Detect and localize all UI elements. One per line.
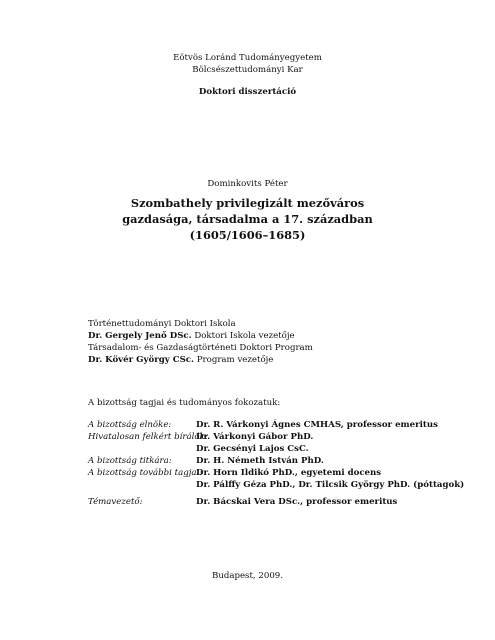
program-head xyxy=(88,354,468,366)
committee-member: Dr. Horn Ildikó PhD., egyetemi docens xyxy=(196,468,382,478)
committee-row xyxy=(88,443,468,455)
program-head-name: Dr. Kövér György CSc. xyxy=(88,355,195,365)
university-name: Eötvös Loránd Tudományegyetem xyxy=(173,53,322,63)
committee-role: A bizottság elnöke: xyxy=(88,420,172,430)
thesis-title-line-1: Szombathely privilegizált mezőváros xyxy=(130,196,365,210)
committee-role: Hivatalosan felkért bírálók: xyxy=(88,432,208,442)
doctoral-school-block xyxy=(88,318,468,366)
supervisor-name: Dr. Bácskai Vera DSc., professor emeritus xyxy=(196,497,398,507)
school-head-name: Dr. Gergely Jenő DSc. xyxy=(88,331,192,341)
committee-role: A bizottság további tagjai: xyxy=(88,468,203,478)
thesis-title-line-2: gazdasága, társadalma a 17. században xyxy=(122,212,373,226)
committee-member: Dr. R. Várkonyi Ágnes CMHAS, professor emeritus xyxy=(196,420,438,430)
school-head-role: Doktori Iskola vezetője xyxy=(191,331,295,341)
author-name: Dominkovits Péter xyxy=(207,179,288,189)
program-name: Társadalom- és Gazdaságtörténeti Doktori Program xyxy=(88,343,313,353)
supervisor-row xyxy=(88,496,468,508)
committee-row xyxy=(88,467,468,479)
committee-member: Dr. Gecsényi Lajos CsC. xyxy=(196,444,309,454)
faculty-name: Bölcsészettudományi Kar xyxy=(192,65,303,75)
committee-row xyxy=(88,479,468,491)
committee-list xyxy=(88,419,468,491)
committee-row xyxy=(88,431,468,443)
committee-role: A bizottság titkára: xyxy=(88,456,172,466)
committee-member: Dr. Pálffy Géza PhD., Dr. Tilcsik György PhD. (póttagok) xyxy=(196,480,465,490)
committee-row xyxy=(88,455,468,467)
committee-intro: A bizottság tagjai és tudományos fokozatuk: xyxy=(88,398,281,408)
committee-member: Dr. Várkonyi Gábor PhD. xyxy=(196,432,314,442)
program-head-role: Program vezetője xyxy=(194,355,274,365)
document-type: Doktori disszertáció xyxy=(198,87,297,97)
thesis-title-line-3: (1605/1606–1685) xyxy=(189,228,306,242)
school-name: Történettudományi Doktori Iskola xyxy=(88,319,236,329)
supervisor-label: Témavezető: xyxy=(88,497,143,507)
place-and-year: Budapest, 2009. xyxy=(212,571,283,581)
committee-row xyxy=(88,419,468,431)
committee-member: Dr. H. Németh István PhD. xyxy=(196,456,324,466)
school-head xyxy=(88,330,468,342)
